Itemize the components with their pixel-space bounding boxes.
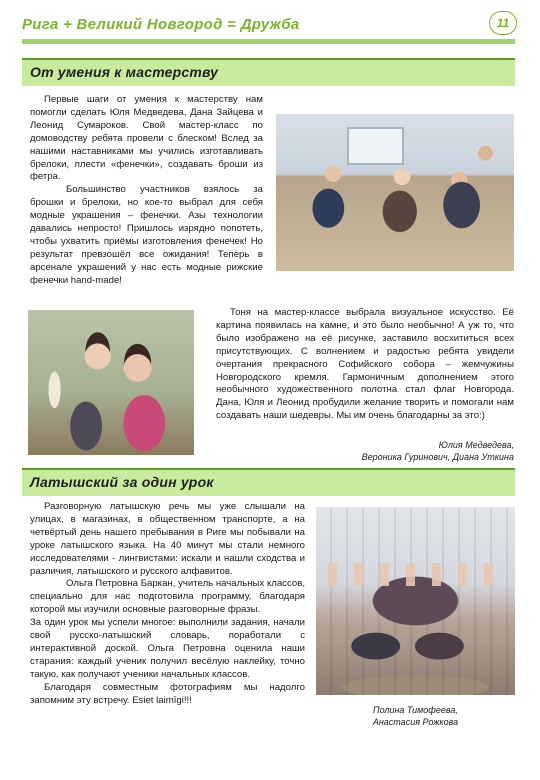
latvian-paragraph-3: За один урок мы успели многое: выполнили задания, начали свой русско-латышский словарь, поработали с интерактивной доской. Ольга Петровна оценила наши старания: каждый ученик получил весёлую наклейку, точно такую, как получают ученики начальных классов. bbox=[30, 617, 305, 680]
latvian-author-line-1: Полина Тимофеева, bbox=[373, 705, 458, 715]
girls-with-doll-photo bbox=[28, 310, 194, 455]
header-divider bbox=[22, 39, 515, 44]
section-title-crafts: От умения к мастерству bbox=[30, 64, 219, 80]
magazine-header-title: Рига + Великий Новгород = Дружба bbox=[22, 16, 300, 33]
crafts-paragraph-1: Первые шаги от умения к мастерству нам помогли сделать Юля Медведева, Дана Зайцева и Леонид Сумароков. Свой мастер-класс по домоводству ребята провели с блеском! Вслед за нашими наставниками мы учились изготавливать брелоки, плести «фенечки», создавать броши из фетра. bbox=[30, 94, 263, 183]
crafts-authors bbox=[300, 439, 514, 463]
page-number-badge: 11 bbox=[489, 11, 517, 35]
workshop-classroom-photo bbox=[276, 114, 514, 271]
crafts-paragraph-3: Тоня на мастер-классе выбрала визуальное искусство. Её картина появилась на камне, и это было необычно! А уж то, что было изображено на её рисунке, заставило восхититься всех присутствующих. С волнением и радостью ребята увидели очертания прекрасного Софийского собора – жемчужины Новгородского кремля. Гармоничным дополнением этого необычного художественного полотна стал флаг Новгорода. Дана, Юля и Леонид пробудили желание творить и помогали нам создавать наши шедевры. Мы им очень благодарны за это:) bbox=[216, 307, 514, 422]
crafts-painting-text bbox=[216, 307, 514, 423]
latvian-lesson-text bbox=[30, 501, 305, 708]
crafts-paragraph-2: Большинство участников взялось за брошки и брелоки, но кое-то выбрал для себя модные украшения – фенечки. Азы технологии давались непросто! Пришлось изрядно попотеть, чтобы ухватить приёмы изготовления фенечек! Но результат превзошёл все ожидания! Теперь в арсенале украшений у нас есть модные рижские фенечки hand-made! bbox=[30, 184, 263, 286]
latvian-authors bbox=[316, 704, 515, 728]
section-title-latvian: Латышский за один урок bbox=[30, 474, 214, 490]
crafts-intro-text bbox=[30, 94, 263, 288]
latvian-paragraph-1: Разговорную латышскую речь мы уже слышали на улицах, в магазинах, в общественном транспорте, а на четвёртый день нашего пребывания в Риге мы побывали на уроке латышского языка. На 40 минут мы стали немного исследователями - лингвистами: искали и нашли сходства и различия, латышского и русского алфавитов. bbox=[30, 501, 305, 577]
latvian-author-line-2: Анастасия Рожкова bbox=[372, 717, 459, 727]
section-bar-latvian bbox=[22, 468, 515, 496]
group-class-photo bbox=[316, 507, 515, 695]
latvian-paragraph-2: Ольга Петровна Баркан, учитель начальных классов, специально для нас подготовила программу, благодаря которой мы изучили основные разговорные фразы. bbox=[30, 578, 305, 616]
crafts-author-line-2: Вероника Гуринович, Диана Уткина bbox=[361, 452, 514, 462]
crafts-author-line-1: Юлия Медведева, bbox=[438, 440, 514, 450]
latvian-paragraph-4: Благодаря совместным фотографиям мы надолго запомним эту встречу. Esiet laimīgi!!! bbox=[30, 681, 305, 706]
section-bar-crafts bbox=[22, 58, 515, 86]
